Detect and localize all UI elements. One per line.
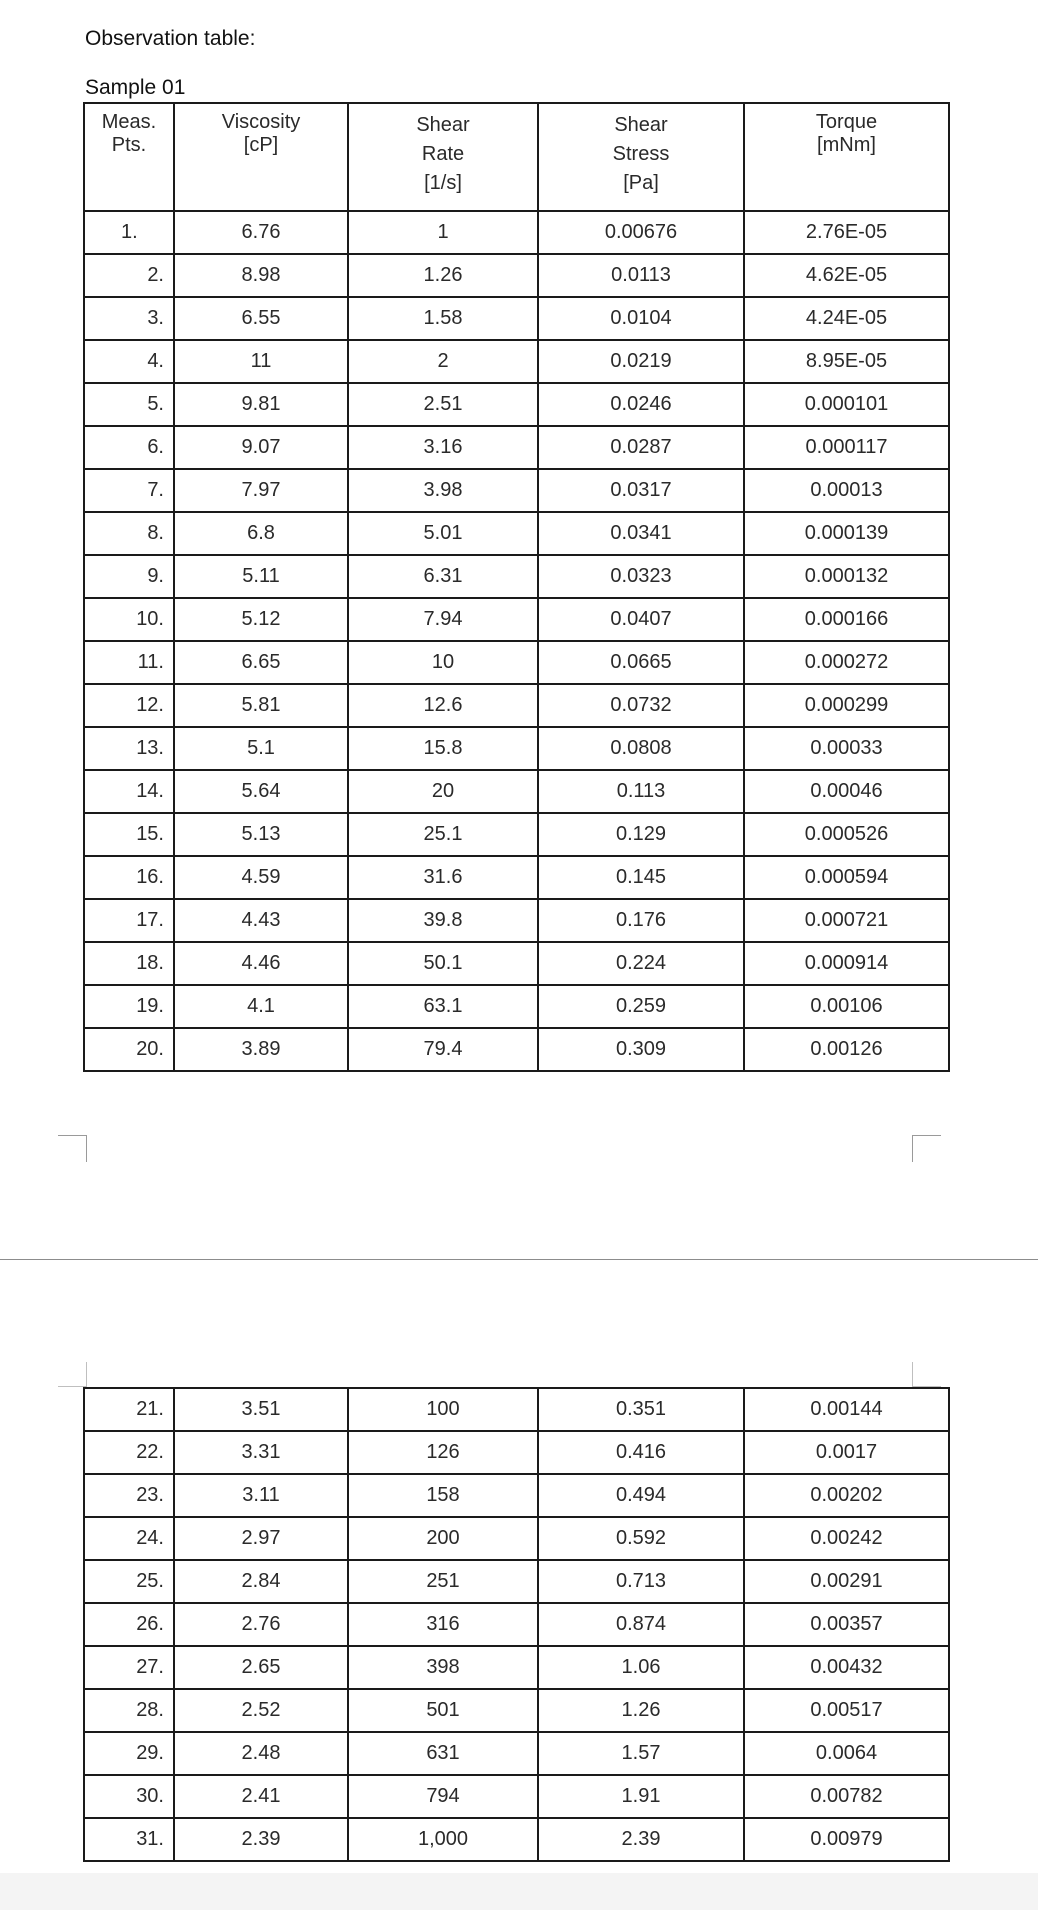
header-line: Stress (612, 143, 670, 165)
header-line: [mNm] (817, 134, 876, 156)
cell-shear-rate: 398 (348, 1646, 538, 1689)
cell-shear-rate: 6.31 (348, 555, 538, 598)
header-line: Torque (815, 111, 878, 133)
cell-torque: 0.000132 (744, 555, 949, 598)
cell-viscosity: 3.31 (174, 1431, 348, 1474)
cell-shear-stress: 0.309 (538, 1028, 744, 1071)
observation-table-page-1 (83, 102, 950, 1072)
cell-torque: 0.00432 (744, 1646, 949, 1689)
cell-torque: 0.00242 (744, 1517, 949, 1560)
cell-shear-rate: 794 (348, 1775, 538, 1818)
table-row (84, 1732, 949, 1775)
table-row (84, 813, 949, 856)
table-row (84, 1689, 949, 1732)
cell-shear-rate: 63.1 (348, 985, 538, 1028)
cell-shear-rate: 251 (348, 1560, 538, 1603)
table-row (84, 985, 949, 1028)
table-row (84, 1388, 949, 1431)
cell-torque: 0.000101 (744, 383, 949, 426)
table-row (84, 641, 949, 684)
cell-shear-stress: 0.494 (538, 1474, 744, 1517)
header-line: Viscosity (221, 111, 301, 133)
table-row (84, 1775, 949, 1818)
cell-shear-stress: 0.874 (538, 1603, 744, 1646)
cell-torque: 0.00291 (744, 1560, 949, 1603)
observation-heading: Observation table: (85, 27, 256, 50)
cell-point: 14. (84, 770, 174, 813)
header-shear-stress (538, 103, 744, 211)
cell-shear-stress: 0.259 (538, 985, 744, 1028)
cell-viscosity: 3.89 (174, 1028, 348, 1071)
cell-shear-rate: 200 (348, 1517, 538, 1560)
table-row (84, 512, 949, 555)
cell-shear-stress: 0.713 (538, 1560, 744, 1603)
cell-shear-stress: 1.06 (538, 1646, 744, 1689)
cell-point: 19. (84, 985, 174, 1028)
header-line: [1/s] (424, 172, 462, 194)
cell-shear-rate: 1,000 (348, 1818, 538, 1861)
table-row (84, 899, 949, 942)
cell-torque: 0.00106 (744, 985, 949, 1028)
cell-torque: 0.000117 (744, 426, 949, 469)
cell-shear-stress: 0.0323 (538, 555, 744, 598)
cell-torque: 0.00013 (744, 469, 949, 512)
cell-point: 3. (84, 297, 174, 340)
cell-point: 21. (84, 1388, 174, 1431)
cell-point: 20. (84, 1028, 174, 1071)
header-line: [Pa] (623, 172, 659, 194)
cell-point: 26. (84, 1603, 174, 1646)
cell-point: 30. (84, 1775, 174, 1818)
cell-point: 8. (84, 512, 174, 555)
cell-viscosity: 9.81 (174, 383, 348, 426)
cell-shear-stress: 0.113 (538, 770, 744, 813)
cell-point: 15. (84, 813, 174, 856)
cell-viscosity: 2.52 (174, 1689, 348, 1732)
cell-viscosity: 5.11 (174, 555, 348, 598)
header-line: Meas. (101, 111, 157, 133)
cell-point: 6. (84, 426, 174, 469)
table-header-row (84, 103, 949, 211)
cell-shear-stress: 0.0287 (538, 426, 744, 469)
cell-shear-stress: 0.0113 (538, 254, 744, 297)
cell-torque: 0.00979 (744, 1818, 949, 1861)
cell-point: 28. (84, 1689, 174, 1732)
header-line: Shear (416, 114, 470, 136)
cell-point: 10. (84, 598, 174, 641)
cell-shear-stress: 0.0808 (538, 727, 744, 770)
cell-shear-stress: 0.145 (538, 856, 744, 899)
sample-label: Sample 01 (85, 76, 186, 99)
cell-viscosity: 11 (174, 340, 348, 383)
table-row (84, 383, 949, 426)
cell-torque: 0.000299 (744, 684, 949, 727)
cell-viscosity: 5.12 (174, 598, 348, 641)
table-row (84, 1028, 949, 1071)
cell-shear-stress: 0.0246 (538, 383, 744, 426)
cell-viscosity: 6.76 (174, 211, 348, 254)
cell-shear-stress: 0.00676 (538, 211, 744, 254)
table-row (84, 727, 949, 770)
table-row (84, 770, 949, 813)
cell-point: 5. (84, 383, 174, 426)
cell-torque: 0.00782 (744, 1775, 949, 1818)
cell-torque: 0.000721 (744, 899, 949, 942)
cell-shear-stress: 0.176 (538, 899, 744, 942)
cell-shear-rate: 12.6 (348, 684, 538, 727)
cell-shear-rate: 1 (348, 211, 538, 254)
cell-shear-stress: 0.0407 (538, 598, 744, 641)
cell-torque: 2.76E-05 (744, 211, 949, 254)
cell-shear-rate: 3.98 (348, 469, 538, 512)
header-shear-rate (348, 103, 538, 211)
cell-viscosity: 5.81 (174, 684, 348, 727)
cell-shear-stress: 0.0341 (538, 512, 744, 555)
table-row (84, 1474, 949, 1517)
cell-shear-rate: 79.4 (348, 1028, 538, 1071)
table-row (84, 1517, 949, 1560)
cell-torque: 0.0064 (744, 1732, 949, 1775)
cell-torque: 0.000594 (744, 856, 949, 899)
cell-torque: 0.00033 (744, 727, 949, 770)
cell-viscosity: 2.41 (174, 1775, 348, 1818)
cell-point: 23. (84, 1474, 174, 1517)
cell-shear-rate: 501 (348, 1689, 538, 1732)
cell-shear-stress: 0.592 (538, 1517, 744, 1560)
table-row (84, 1560, 949, 1603)
table-body-page-1 (84, 211, 949, 1071)
page-corner-mark (912, 1362, 941, 1387)
header-viscosity (174, 103, 348, 211)
cell-viscosity: 3.51 (174, 1388, 348, 1431)
cell-point: 4. (84, 340, 174, 383)
cell-shear-rate: 316 (348, 1603, 538, 1646)
cell-viscosity: 2.97 (174, 1517, 348, 1560)
table-row (84, 684, 949, 727)
cell-shear-stress: 1.57 (538, 1732, 744, 1775)
cell-torque: 0.000914 (744, 942, 949, 985)
cell-shear-rate: 5.01 (348, 512, 538, 555)
cell-point: 2. (84, 254, 174, 297)
cell-torque: 0.00517 (744, 1689, 949, 1732)
table-row (84, 598, 949, 641)
cell-shear-stress: 0.0104 (538, 297, 744, 340)
cell-point: 17. (84, 899, 174, 942)
cell-viscosity: 5.64 (174, 770, 348, 813)
cell-shear-stress: 0.0665 (538, 641, 744, 684)
table-row (84, 1431, 949, 1474)
header-line: Pts. (111, 134, 147, 156)
cell-point: 13. (84, 727, 174, 770)
header-line: [cP] (243, 134, 279, 156)
header-measurement-points (84, 103, 174, 211)
cell-viscosity: 4.59 (174, 856, 348, 899)
cell-point: 16. (84, 856, 174, 899)
table-row (84, 1603, 949, 1646)
cell-shear-rate: 2 (348, 340, 538, 383)
cell-torque: 0.00144 (744, 1388, 949, 1431)
cell-viscosity: 8.98 (174, 254, 348, 297)
cell-viscosity: 6.55 (174, 297, 348, 340)
cell-shear-stress: 0.0219 (538, 340, 744, 383)
cell-torque: 4.62E-05 (744, 254, 949, 297)
cell-shear-rate: 7.94 (348, 598, 538, 641)
cell-shear-rate: 126 (348, 1431, 538, 1474)
cell-point: 31. (84, 1818, 174, 1861)
header-line: Rate (421, 143, 465, 165)
cell-shear-stress: 0.224 (538, 942, 744, 985)
cell-shear-rate: 1.26 (348, 254, 538, 297)
cell-viscosity: 2.65 (174, 1646, 348, 1689)
table-row (84, 254, 949, 297)
cell-torque: 0.00357 (744, 1603, 949, 1646)
cell-viscosity: 4.1 (174, 985, 348, 1028)
table-row (84, 297, 949, 340)
table-body-page-2 (84, 1388, 949, 1861)
table-row (84, 469, 949, 512)
page-corner-mark (58, 1135, 87, 1162)
cell-shear-rate: 31.6 (348, 856, 538, 899)
cell-shear-stress: 0.129 (538, 813, 744, 856)
cell-viscosity: 4.46 (174, 942, 348, 985)
cell-shear-rate: 1.58 (348, 297, 538, 340)
cell-viscosity: 3.11 (174, 1474, 348, 1517)
cell-viscosity: 9.07 (174, 426, 348, 469)
cell-point: 1. (84, 211, 174, 254)
cell-point: 11. (84, 641, 174, 684)
cell-viscosity: 2.39 (174, 1818, 348, 1861)
cell-point: 29. (84, 1732, 174, 1775)
cell-shear-stress: 0.0732 (538, 684, 744, 727)
table-row (84, 211, 949, 254)
cell-shear-stress: 2.39 (538, 1818, 744, 1861)
cell-torque: 8.95E-05 (744, 340, 949, 383)
cell-torque: 0.00046 (744, 770, 949, 813)
table-row (84, 942, 949, 985)
cell-point: 12. (84, 684, 174, 727)
cell-shear-stress: 0.416 (538, 1431, 744, 1474)
cell-shear-rate: 631 (348, 1732, 538, 1775)
cell-viscosity: 6.8 (174, 512, 348, 555)
cell-shear-rate: 50.1 (348, 942, 538, 985)
cell-viscosity: 4.43 (174, 899, 348, 942)
cell-torque: 0.000272 (744, 641, 949, 684)
table-row (84, 856, 949, 899)
cell-torque: 0.000166 (744, 598, 949, 641)
cell-shear-rate: 158 (348, 1474, 538, 1517)
cell-point: 18. (84, 942, 174, 985)
table-row (84, 340, 949, 383)
cell-torque: 0.00202 (744, 1474, 949, 1517)
cell-point: 27. (84, 1646, 174, 1689)
page-corner-mark (912, 1135, 941, 1162)
cell-torque: 0.0017 (744, 1431, 949, 1474)
table-row (84, 1646, 949, 1689)
table-row (84, 1818, 949, 1861)
observation-table-page-2 (83, 1387, 950, 1862)
page-break-line (0, 1259, 1038, 1260)
cell-shear-rate: 15.8 (348, 727, 538, 770)
cell-shear-rate: 2.51 (348, 383, 538, 426)
cell-shear-rate: 100 (348, 1388, 538, 1431)
page-footer-area (0, 1873, 1038, 1910)
cell-viscosity: 7.97 (174, 469, 348, 512)
cell-torque: 0.000139 (744, 512, 949, 555)
cell-point: 7. (84, 469, 174, 512)
cell-viscosity: 2.76 (174, 1603, 348, 1646)
cell-viscosity: 2.84 (174, 1560, 348, 1603)
cell-point: 24. (84, 1517, 174, 1560)
table-row (84, 426, 949, 469)
cell-shear-rate: 10 (348, 641, 538, 684)
cell-point: 22. (84, 1431, 174, 1474)
cell-torque: 4.24E-05 (744, 297, 949, 340)
cell-point: 25. (84, 1560, 174, 1603)
cell-point: 9. (84, 555, 174, 598)
cell-viscosity: 5.13 (174, 813, 348, 856)
cell-shear-rate: 39.8 (348, 899, 538, 942)
cell-shear-stress: 0.0317 (538, 469, 744, 512)
cell-shear-stress: 1.26 (538, 1689, 744, 1732)
cell-viscosity: 2.48 (174, 1732, 348, 1775)
cell-shear-rate: 20 (348, 770, 538, 813)
cell-viscosity: 6.65 (174, 641, 348, 684)
header-torque (744, 103, 949, 211)
cell-viscosity: 5.1 (174, 727, 348, 770)
page-corner-mark (58, 1362, 87, 1387)
cell-shear-stress: 0.351 (538, 1388, 744, 1431)
table-row (84, 555, 949, 598)
cell-torque: 0.00126 (744, 1028, 949, 1071)
cell-shear-stress: 1.91 (538, 1775, 744, 1818)
cell-shear-rate: 25.1 (348, 813, 538, 856)
cell-torque: 0.000526 (744, 813, 949, 856)
header-line: Shear (614, 114, 668, 136)
cell-shear-rate: 3.16 (348, 426, 538, 469)
